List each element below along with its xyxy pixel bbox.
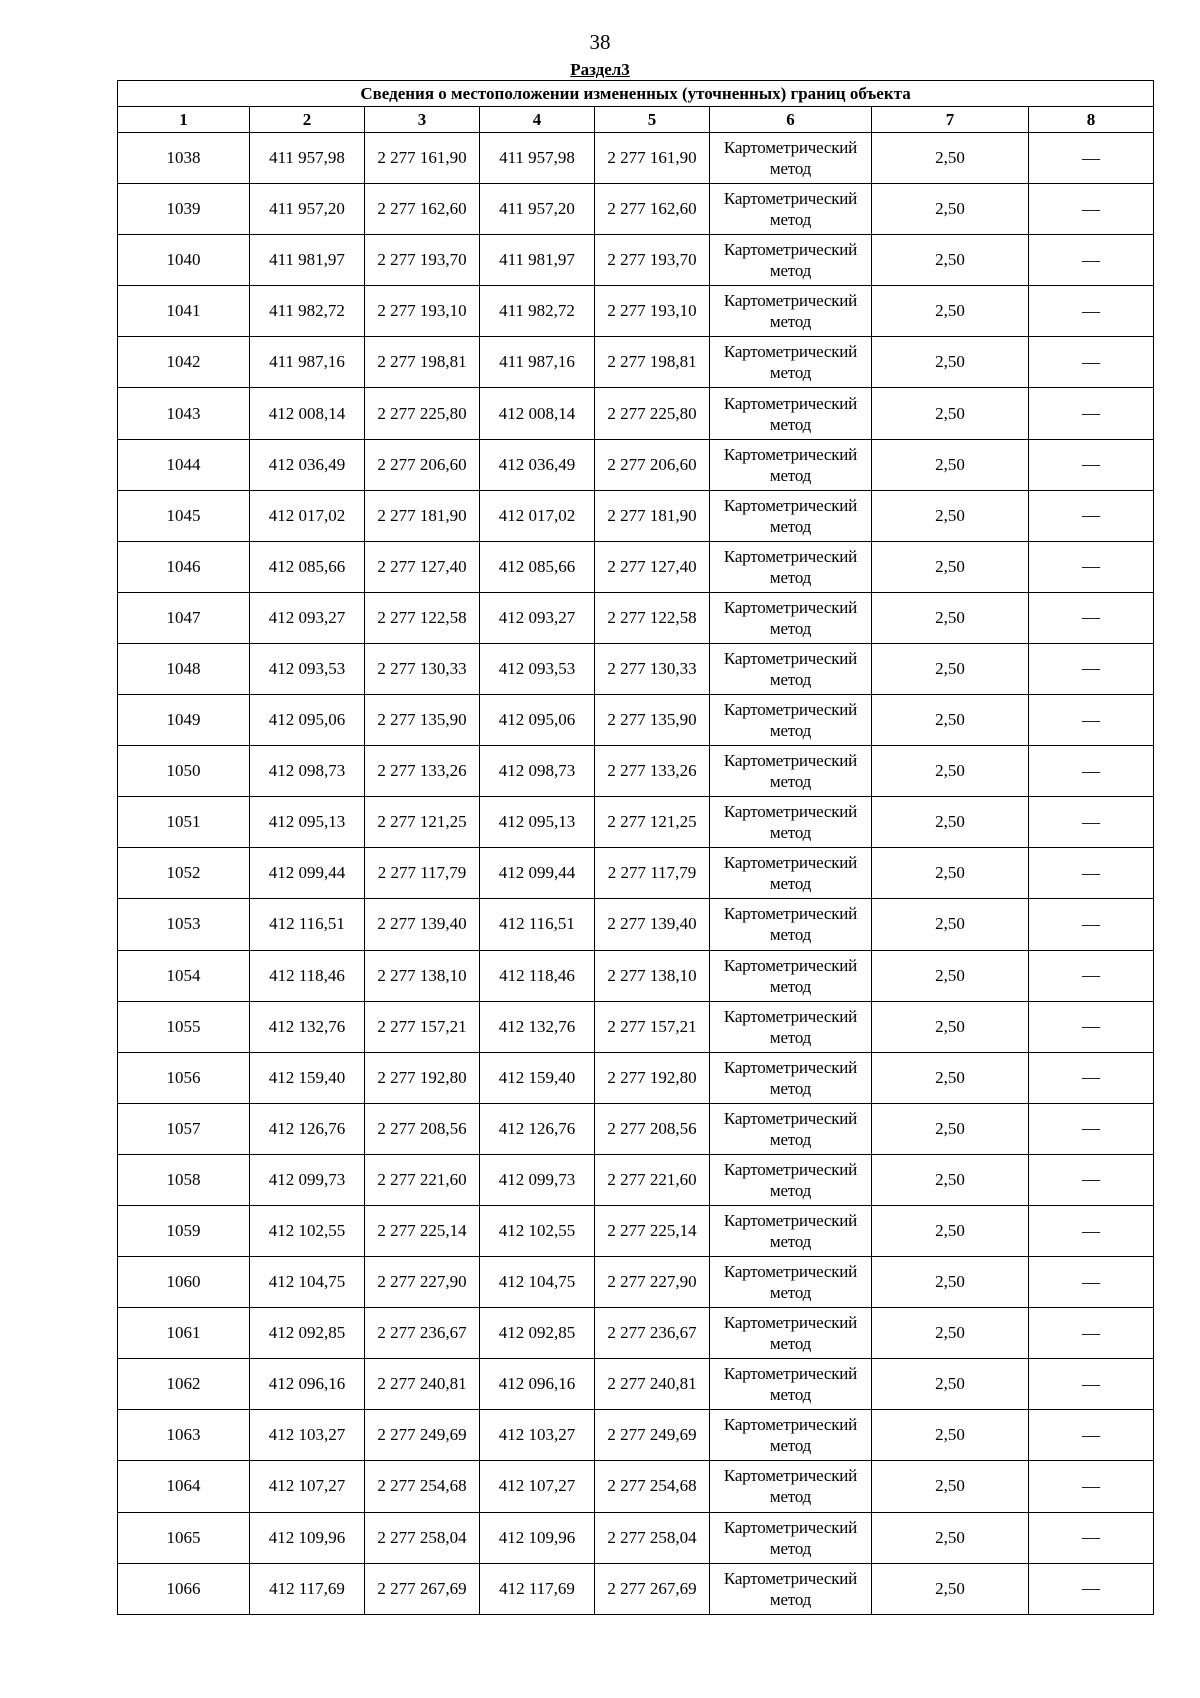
cell-y-new: 2 277 161,90 bbox=[595, 133, 710, 184]
column-header-4: 4 bbox=[480, 107, 595, 133]
cell-description: — bbox=[1029, 1103, 1154, 1154]
table-row bbox=[118, 1001, 1154, 1052]
cell-x-old: 412 093,53 bbox=[250, 643, 365, 694]
cell-y-new: 2 277 127,40 bbox=[595, 541, 710, 592]
cell-description: — bbox=[1029, 950, 1154, 1001]
cell-point-number: 1047 bbox=[118, 592, 250, 643]
cell-method: Картометрический метод bbox=[710, 1359, 872, 1410]
cell-description: — bbox=[1029, 1154, 1154, 1205]
cell-method: Картометрический метод bbox=[710, 1205, 872, 1256]
table-row bbox=[118, 337, 1154, 388]
cell-point-number: 1045 bbox=[118, 490, 250, 541]
table-row bbox=[118, 643, 1154, 694]
cell-x-new: 412 116,51 bbox=[480, 899, 595, 950]
cell-x-old: 412 104,75 bbox=[250, 1257, 365, 1308]
cell-description: — bbox=[1029, 746, 1154, 797]
cell-y-new: 2 277 135,90 bbox=[595, 695, 710, 746]
cell-point-number: 1041 bbox=[118, 286, 250, 337]
cell-method: Картометрический метод bbox=[710, 1052, 872, 1103]
cell-point-number: 1061 bbox=[118, 1308, 250, 1359]
cell-point-number: 1054 bbox=[118, 950, 250, 1001]
cell-method: Картометрический метод bbox=[710, 1512, 872, 1563]
cell-x-new: 412 099,73 bbox=[480, 1154, 595, 1205]
cell-y-old: 2 277 130,33 bbox=[365, 643, 480, 694]
cell-x-old: 412 017,02 bbox=[250, 490, 365, 541]
cell-y-new: 2 277 122,58 bbox=[595, 592, 710, 643]
page-number: 38 bbox=[589, 30, 611, 54]
cell-method: Картометрический метод bbox=[710, 1410, 872, 1461]
table-row bbox=[118, 1103, 1154, 1154]
cell-description: — bbox=[1029, 337, 1154, 388]
table-row bbox=[118, 1154, 1154, 1205]
cell-method: Картометрический метод bbox=[710, 1001, 872, 1052]
cell-x-old: 411 987,16 bbox=[250, 337, 365, 388]
cell-x-new: 411 957,98 bbox=[480, 133, 595, 184]
table-row bbox=[118, 695, 1154, 746]
cell-x-new: 412 017,02 bbox=[480, 490, 595, 541]
cell-point-number: 1051 bbox=[118, 797, 250, 848]
cell-accuracy: 2,50 bbox=[872, 899, 1029, 950]
cell-y-old: 2 277 161,90 bbox=[365, 133, 480, 184]
cell-method: Картометрический метод bbox=[710, 235, 872, 286]
cell-method: Картометрический метод bbox=[710, 746, 872, 797]
cell-description: — bbox=[1029, 848, 1154, 899]
cell-method: Картометрический метод bbox=[710, 899, 872, 950]
cell-x-old: 412 085,66 bbox=[250, 541, 365, 592]
cell-y-old: 2 277 193,70 bbox=[365, 235, 480, 286]
cell-description: — bbox=[1029, 1563, 1154, 1614]
cell-method: Картометрический метод bbox=[710, 490, 872, 541]
cell-y-old: 2 277 117,79 bbox=[365, 848, 480, 899]
cell-x-old: 411 981,97 bbox=[250, 235, 365, 286]
cell-y-new: 2 277 236,67 bbox=[595, 1308, 710, 1359]
cell-point-number: 1066 bbox=[118, 1563, 250, 1614]
cell-accuracy: 2,50 bbox=[872, 1257, 1029, 1308]
column-header-3: 3 bbox=[365, 107, 480, 133]
cell-method: Картометрический метод bbox=[710, 950, 872, 1001]
table-row bbox=[118, 1461, 1154, 1512]
column-header-7: 7 bbox=[872, 107, 1029, 133]
cell-y-new: 2 277 133,26 bbox=[595, 746, 710, 797]
cell-accuracy: 2,50 bbox=[872, 848, 1029, 899]
cell-point-number: 1057 bbox=[118, 1103, 250, 1154]
cell-description: — bbox=[1029, 1052, 1154, 1103]
cell-x-old: 412 118,46 bbox=[250, 950, 365, 1001]
cell-x-new: 412 095,13 bbox=[480, 797, 595, 848]
cell-y-new: 2 277 192,80 bbox=[595, 1052, 710, 1103]
cell-method: Картометрический метод bbox=[710, 1154, 872, 1205]
table-row bbox=[118, 490, 1154, 541]
column-header-8: 8 bbox=[1029, 107, 1154, 133]
cell-x-old: 412 103,27 bbox=[250, 1410, 365, 1461]
cell-y-old: 2 277 254,68 bbox=[365, 1461, 480, 1512]
cell-description: — bbox=[1029, 388, 1154, 439]
cell-description: — bbox=[1029, 1001, 1154, 1052]
cell-description: — bbox=[1029, 133, 1154, 184]
cell-y-old: 2 277 198,81 bbox=[365, 337, 480, 388]
cell-x-new: 412 093,27 bbox=[480, 592, 595, 643]
cell-y-new: 2 277 139,40 bbox=[595, 899, 710, 950]
cell-point-number: 1046 bbox=[118, 541, 250, 592]
table-row bbox=[118, 1512, 1154, 1563]
cell-y-old: 2 277 162,60 bbox=[365, 184, 480, 235]
cell-x-new: 412 103,27 bbox=[480, 1410, 595, 1461]
cell-x-new: 412 132,76 bbox=[480, 1001, 595, 1052]
cell-y-new: 2 277 193,10 bbox=[595, 286, 710, 337]
cell-point-number: 1052 bbox=[118, 848, 250, 899]
cell-x-old: 412 096,16 bbox=[250, 1359, 365, 1410]
cell-y-new: 2 277 254,68 bbox=[595, 1461, 710, 1512]
table-row bbox=[118, 1205, 1154, 1256]
cell-point-number: 1049 bbox=[118, 695, 250, 746]
cell-point-number: 1055 bbox=[118, 1001, 250, 1052]
cell-accuracy: 2,50 bbox=[872, 695, 1029, 746]
cell-accuracy: 2,50 bbox=[872, 184, 1029, 235]
cell-x-new: 412 104,75 bbox=[480, 1257, 595, 1308]
cell-y-new: 2 277 181,90 bbox=[595, 490, 710, 541]
cell-point-number: 1048 bbox=[118, 643, 250, 694]
cell-method: Картометрический метод bbox=[710, 1563, 872, 1614]
column-header-1: 1 bbox=[118, 107, 250, 133]
column-header-6: 6 bbox=[710, 107, 872, 133]
cell-description: — bbox=[1029, 1512, 1154, 1563]
cell-x-old: 412 159,40 bbox=[250, 1052, 365, 1103]
cell-x-new: 412 159,40 bbox=[480, 1052, 595, 1103]
cell-x-old: 412 132,76 bbox=[250, 1001, 365, 1052]
cell-y-old: 2 277 249,69 bbox=[365, 1410, 480, 1461]
column-header-5: 5 bbox=[595, 107, 710, 133]
cell-y-old: 2 277 267,69 bbox=[365, 1563, 480, 1614]
cell-y-new: 2 277 121,25 bbox=[595, 797, 710, 848]
cell-accuracy: 2,50 bbox=[872, 1205, 1029, 1256]
cell-y-new: 2 277 138,10 bbox=[595, 950, 710, 1001]
cell-x-new: 412 099,44 bbox=[480, 848, 595, 899]
table-row bbox=[118, 541, 1154, 592]
cell-y-new: 2 277 258,04 bbox=[595, 1512, 710, 1563]
cell-y-new: 2 277 227,90 bbox=[595, 1257, 710, 1308]
cell-description: — bbox=[1029, 184, 1154, 235]
table-caption: Сведения о местоположении измененных (уточненных) границ объекта bbox=[118, 81, 1154, 107]
cell-accuracy: 2,50 bbox=[872, 1359, 1029, 1410]
table-row bbox=[118, 286, 1154, 337]
cell-x-old: 411 957,20 bbox=[250, 184, 365, 235]
cell-description: — bbox=[1029, 286, 1154, 337]
cell-x-old: 412 099,44 bbox=[250, 848, 365, 899]
cell-x-old: 412 093,27 bbox=[250, 592, 365, 643]
table-row bbox=[118, 950, 1154, 1001]
cell-x-new: 412 102,55 bbox=[480, 1205, 595, 1256]
cell-x-new: 412 118,46 bbox=[480, 950, 595, 1001]
cell-x-new: 412 085,66 bbox=[480, 541, 595, 592]
cell-accuracy: 2,50 bbox=[872, 388, 1029, 439]
cell-accuracy: 2,50 bbox=[872, 1512, 1029, 1563]
cell-y-new: 2 277 225,14 bbox=[595, 1205, 710, 1256]
cell-description: — bbox=[1029, 235, 1154, 286]
cell-y-new: 2 277 249,69 bbox=[595, 1410, 710, 1461]
cell-y-new: 2 277 206,60 bbox=[595, 439, 710, 490]
cell-y-new: 2 277 221,60 bbox=[595, 1154, 710, 1205]
cell-accuracy: 2,50 bbox=[872, 337, 1029, 388]
cell-y-old: 2 277 192,80 bbox=[365, 1052, 480, 1103]
cell-description: — bbox=[1029, 490, 1154, 541]
cell-y-new: 2 277 162,60 bbox=[595, 184, 710, 235]
cell-x-old: 412 126,76 bbox=[250, 1103, 365, 1154]
cell-description: — bbox=[1029, 797, 1154, 848]
cell-x-new: 411 987,16 bbox=[480, 337, 595, 388]
cell-method: Картометрический метод bbox=[710, 541, 872, 592]
cell-method: Картометрический метод bbox=[710, 1308, 872, 1359]
cell-accuracy: 2,50 bbox=[872, 643, 1029, 694]
cell-description: — bbox=[1029, 1257, 1154, 1308]
cell-method: Картометрический метод bbox=[710, 797, 872, 848]
cell-x-new: 411 957,20 bbox=[480, 184, 595, 235]
cell-x-new: 412 098,73 bbox=[480, 746, 595, 797]
cell-y-old: 2 277 208,56 bbox=[365, 1103, 480, 1154]
cell-x-old: 411 982,72 bbox=[250, 286, 365, 337]
cell-y-old: 2 277 135,90 bbox=[365, 695, 480, 746]
cell-point-number: 1053 bbox=[118, 899, 250, 950]
cell-description: — bbox=[1029, 1410, 1154, 1461]
cell-accuracy: 2,50 bbox=[872, 235, 1029, 286]
cell-y-old: 2 277 127,40 bbox=[365, 541, 480, 592]
table-row bbox=[118, 1410, 1154, 1461]
cell-accuracy: 2,50 bbox=[872, 592, 1029, 643]
cell-y-new: 2 277 208,56 bbox=[595, 1103, 710, 1154]
cell-y-old: 2 277 122,58 bbox=[365, 592, 480, 643]
cell-accuracy: 2,50 bbox=[872, 1001, 1029, 1052]
cell-accuracy: 2,50 bbox=[872, 133, 1029, 184]
cell-y-old: 2 277 193,10 bbox=[365, 286, 480, 337]
cell-y-old: 2 277 121,25 bbox=[365, 797, 480, 848]
cell-description: — bbox=[1029, 1359, 1154, 1410]
cell-x-old: 412 095,06 bbox=[250, 695, 365, 746]
cell-x-new: 412 126,76 bbox=[480, 1103, 595, 1154]
cell-y-new: 2 277 225,80 bbox=[595, 388, 710, 439]
cell-x-new: 411 982,72 bbox=[480, 286, 595, 337]
cell-x-old: 411 957,98 bbox=[250, 133, 365, 184]
cell-y-old: 2 277 227,90 bbox=[365, 1257, 480, 1308]
cell-y-new: 2 277 198,81 bbox=[595, 337, 710, 388]
cell-method: Картометрический метод bbox=[710, 1257, 872, 1308]
cell-method: Картометрический метод bbox=[710, 1103, 872, 1154]
cell-y-new: 2 277 240,81 bbox=[595, 1359, 710, 1410]
cell-y-old: 2 277 221,60 bbox=[365, 1154, 480, 1205]
cell-point-number: 1056 bbox=[118, 1052, 250, 1103]
cell-x-old: 412 109,96 bbox=[250, 1512, 365, 1563]
cell-x-old: 412 099,73 bbox=[250, 1154, 365, 1205]
cell-point-number: 1065 bbox=[118, 1512, 250, 1563]
cell-y-old: 2 277 206,60 bbox=[365, 439, 480, 490]
cell-accuracy: 2,50 bbox=[872, 1308, 1029, 1359]
cell-x-old: 412 116,51 bbox=[250, 899, 365, 950]
cell-method: Картометрический метод bbox=[710, 848, 872, 899]
cell-accuracy: 2,50 bbox=[872, 1052, 1029, 1103]
table-row bbox=[118, 1359, 1154, 1410]
table-row bbox=[118, 1257, 1154, 1308]
column-header-2: 2 bbox=[250, 107, 365, 133]
cell-accuracy: 2,50 bbox=[872, 1154, 1029, 1205]
table-row bbox=[118, 797, 1154, 848]
cell-y-old: 2 277 236,67 bbox=[365, 1308, 480, 1359]
cell-description: — bbox=[1029, 592, 1154, 643]
cell-point-number: 1043 bbox=[118, 388, 250, 439]
cell-y-new: 2 277 117,79 bbox=[595, 848, 710, 899]
cell-x-old: 412 036,49 bbox=[250, 439, 365, 490]
cell-y-new: 2 277 193,70 bbox=[595, 235, 710, 286]
cell-y-new: 2 277 130,33 bbox=[595, 643, 710, 694]
cell-y-old: 2 277 139,40 bbox=[365, 899, 480, 950]
cell-accuracy: 2,50 bbox=[872, 1563, 1029, 1614]
cell-point-number: 1059 bbox=[118, 1205, 250, 1256]
cell-point-number: 1039 bbox=[118, 184, 250, 235]
cell-description: — bbox=[1029, 643, 1154, 694]
cell-x-old: 412 098,73 bbox=[250, 746, 365, 797]
cell-x-new: 412 093,53 bbox=[480, 643, 595, 694]
cell-description: — bbox=[1029, 1461, 1154, 1512]
cell-point-number: 1042 bbox=[118, 337, 250, 388]
table-row bbox=[118, 1052, 1154, 1103]
cell-y-old: 2 277 225,80 bbox=[365, 388, 480, 439]
cell-point-number: 1064 bbox=[118, 1461, 250, 1512]
cell-x-old: 412 102,55 bbox=[250, 1205, 365, 1256]
table-row bbox=[118, 388, 1154, 439]
cell-method: Картометрический метод bbox=[710, 1461, 872, 1512]
cell-accuracy: 2,50 bbox=[872, 746, 1029, 797]
cell-x-new: 412 107,27 bbox=[480, 1461, 595, 1512]
cell-description: — bbox=[1029, 899, 1154, 950]
cell-accuracy: 2,50 bbox=[872, 1461, 1029, 1512]
cell-point-number: 1060 bbox=[118, 1257, 250, 1308]
cell-description: — bbox=[1029, 695, 1154, 746]
cell-description: — bbox=[1029, 439, 1154, 490]
cell-accuracy: 2,50 bbox=[872, 1410, 1029, 1461]
cell-y-old: 2 277 181,90 bbox=[365, 490, 480, 541]
cell-point-number: 1062 bbox=[118, 1359, 250, 1410]
cell-method: Картометрический метод bbox=[710, 592, 872, 643]
cell-description: — bbox=[1029, 1308, 1154, 1359]
cell-y-old: 2 277 157,21 bbox=[365, 1001, 480, 1052]
cell-x-old: 412 117,69 bbox=[250, 1563, 365, 1614]
cell-x-new: 412 096,16 bbox=[480, 1359, 595, 1410]
coordinates-table bbox=[117, 80, 1154, 1615]
cell-y-old: 2 277 133,26 bbox=[365, 746, 480, 797]
cell-accuracy: 2,50 bbox=[872, 541, 1029, 592]
table-row bbox=[118, 848, 1154, 899]
cell-method: Картометрический метод bbox=[710, 133, 872, 184]
table-row bbox=[118, 184, 1154, 235]
table-row bbox=[118, 1308, 1154, 1359]
cell-x-new: 412 109,96 bbox=[480, 1512, 595, 1563]
cell-y-old: 2 277 225,14 bbox=[365, 1205, 480, 1256]
cell-method: Картометрический метод bbox=[710, 388, 872, 439]
cell-x-new: 412 092,85 bbox=[480, 1308, 595, 1359]
cell-x-new: 412 117,69 bbox=[480, 1563, 595, 1614]
section-title: Раздел3 bbox=[570, 60, 630, 79]
cell-accuracy: 2,50 bbox=[872, 950, 1029, 1001]
cell-x-new: 412 008,14 bbox=[480, 388, 595, 439]
table-row bbox=[118, 133, 1154, 184]
cell-x-old: 412 008,14 bbox=[250, 388, 365, 439]
table-row bbox=[118, 899, 1154, 950]
cell-x-old: 412 107,27 bbox=[250, 1461, 365, 1512]
cell-point-number: 1040 bbox=[118, 235, 250, 286]
cell-method: Картометрический метод bbox=[710, 184, 872, 235]
cell-point-number: 1063 bbox=[118, 1410, 250, 1461]
cell-method: Картометрический метод bbox=[710, 286, 872, 337]
table-row bbox=[118, 235, 1154, 286]
table-row bbox=[118, 1563, 1154, 1614]
cell-accuracy: 2,50 bbox=[872, 286, 1029, 337]
cell-method: Картометрический метод bbox=[710, 695, 872, 746]
cell-point-number: 1038 bbox=[118, 133, 250, 184]
cell-point-number: 1050 bbox=[118, 746, 250, 797]
cell-accuracy: 2,50 bbox=[872, 1103, 1029, 1154]
cell-point-number: 1058 bbox=[118, 1154, 250, 1205]
cell-accuracy: 2,50 bbox=[872, 490, 1029, 541]
cell-x-new: 412 036,49 bbox=[480, 439, 595, 490]
cell-description: — bbox=[1029, 541, 1154, 592]
cell-x-old: 412 092,85 bbox=[250, 1308, 365, 1359]
cell-method: Картометрический метод bbox=[710, 337, 872, 388]
cell-point-number: 1044 bbox=[118, 439, 250, 490]
cell-y-old: 2 277 258,04 bbox=[365, 1512, 480, 1563]
cell-y-old: 2 277 240,81 bbox=[365, 1359, 480, 1410]
cell-x-new: 412 095,06 bbox=[480, 695, 595, 746]
cell-y-old: 2 277 138,10 bbox=[365, 950, 480, 1001]
table-row bbox=[118, 439, 1154, 490]
cell-y-new: 2 277 267,69 bbox=[595, 1563, 710, 1614]
cell-accuracy: 2,50 bbox=[872, 797, 1029, 848]
cell-method: Картометрический метод bbox=[710, 439, 872, 490]
cell-description: — bbox=[1029, 1205, 1154, 1256]
cell-method: Картометрический метод bbox=[710, 643, 872, 694]
table-row bbox=[118, 746, 1154, 797]
cell-y-new: 2 277 157,21 bbox=[595, 1001, 710, 1052]
table-row bbox=[118, 592, 1154, 643]
cell-accuracy: 2,50 bbox=[872, 439, 1029, 490]
cell-x-new: 411 981,97 bbox=[480, 235, 595, 286]
cell-x-old: 412 095,13 bbox=[250, 797, 365, 848]
